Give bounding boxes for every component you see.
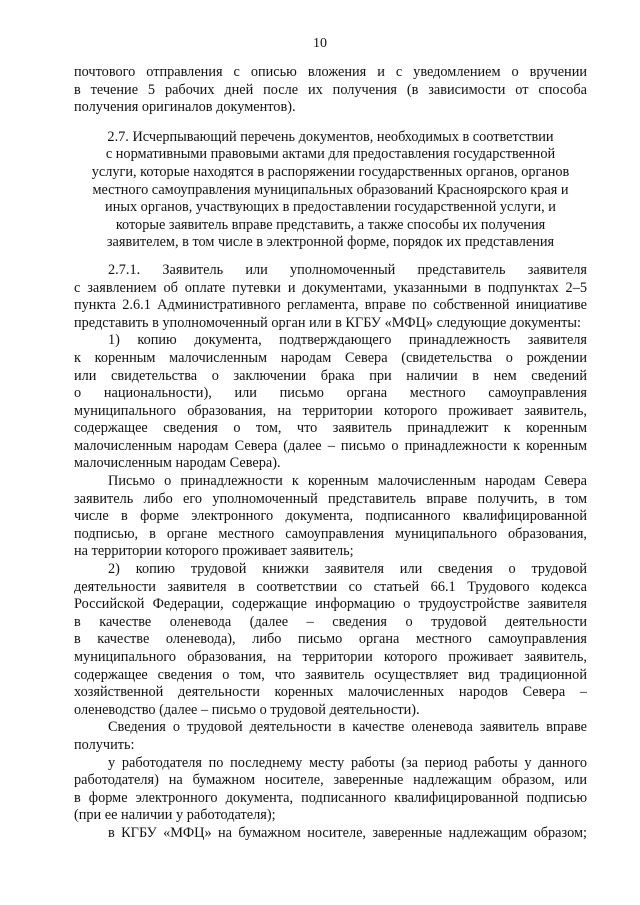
- text-line: в форме электронного документа, подписанного квалифицированной подписью: [74, 789, 587, 806]
- text-line: местного самоуправления муниципальных образований Красноярского края и: [92, 181, 569, 198]
- text-line: в качестве оленевода), либо письмо органа местного самоуправления: [74, 631, 587, 648]
- text-line: в КГБУ «МФЦ» на бумажном носителе, заверенные надлежащим образом;: [108, 824, 587, 841]
- paragraph-gap: [74, 117, 587, 129]
- text-line: Сведения о трудовой деятельности в качестве оленевода заявитель вправе: [108, 719, 587, 736]
- document-body: [74, 64, 587, 843]
- text-line: Письмо о принадлежности к коренным малочисленным народам Севера: [108, 473, 587, 490]
- text-line: почтового отправления с описью вложения и с уведомлением о вручении: [74, 64, 587, 80]
- text-line: 2.7.1. Заявитель или уполномоченный представитель заявителя: [108, 261, 587, 278]
- text-line: 1) копию документа, подтверждающего принадлежность заявителя: [108, 332, 587, 349]
- text-line: (при ее наличии у работодателя);: [74, 807, 276, 824]
- text-line: получения оригиналов документов).: [74, 99, 296, 116]
- text-line: Российской Федерации, содержащие информацию о трудоустройстве заявителя: [74, 596, 587, 613]
- text-line: в течение 5 рабочих дней после их получения (в зависимости от способа: [74, 81, 587, 98]
- text-line: 2) копию трудовой книжки заявителя или сведения о трудовой: [108, 561, 587, 578]
- text-line: муниципального образования, на территории которого проживает заявитель,: [74, 649, 587, 665]
- text-line: деятельности заявителя в соответствии со статьей 66.1 Трудового кодекса: [74, 578, 587, 595]
- text-line: малочисленным народам Севера).: [74, 455, 281, 472]
- text-line: у работодателя по последнему месту работы (за период работы у данного: [108, 754, 587, 771]
- text-line: на территории которого проживает заявитель;: [74, 543, 354, 560]
- text-line: 2.7. Исчерпывающий перечень документов, необходимых в соответствии: [107, 128, 554, 145]
- text-line: к коренным малочисленным народам Севера (свидетельства о рождении: [74, 349, 587, 366]
- text-line: которые заявитель вправе представить, а также способы их получения: [115, 216, 546, 233]
- text-line: получить:: [74, 736, 135, 753]
- text-line: с нормативными правовыми актами для предоставления государственной: [105, 146, 556, 163]
- text-line: муниципального образования, на территории которого проживает заявитель,: [74, 402, 587, 419]
- text-line: хозяйственной деятельности коренных малочисленных народов Севера –: [74, 684, 587, 701]
- text-line: с заявлением об оплате путевки и документами, указанными в подпунктах 2–5: [74, 279, 587, 296]
- page-number: 10: [313, 36, 327, 51]
- text-line: о национальности), или письмо органа местного самоуправления: [74, 385, 587, 402]
- text-line: подписью, в органе местного самоуправления муниципального образования,: [74, 525, 587, 542]
- text-line: заявитель либо его уполномоченный представитель вправе получить, в том: [74, 490, 587, 507]
- text-line: оленеводство (далее – письмо о трудовой деятельности).: [74, 701, 420, 718]
- text-line: или свидетельства о заключении брака при наличии в нем сведений: [74, 367, 587, 384]
- text-line: содержащее сведения о том, что заявитель принадлежит к коренным: [74, 420, 587, 437]
- text-line: малочисленным народам Севера (далее – письмо о принадлежности к коренным: [74, 437, 587, 454]
- text-line: работодателя) на бумажном носителе, заверенные надлежащим образом, или: [74, 772, 587, 789]
- text-line: числе в форме электронного документа, подписанного квалифицированной: [74, 508, 587, 525]
- text-line: заявителем, в том числе в электронной форме, порядок их представления: [106, 234, 555, 251]
- text-line: в качестве оленевода (далее – сведения о трудовой деятельности: [74, 613, 587, 630]
- paragraph-gap: [74, 252, 587, 262]
- text-line: содержащее сведения о том, что заявитель осуществляет вид традиционной: [74, 666, 587, 683]
- text-line: услуги, которые находятся в распоряжении государственных органов, органов: [91, 163, 570, 180]
- text-line: представить в уполномоченный орган или в КГБУ «МФЦ» следующие документы:: [74, 314, 581, 331]
- text-line: иных органов, участвующих в предоставлении государственной услуги, и: [105, 199, 556, 216]
- text-line: пункта 2.6.1 Административного регламента, вправе по собственной инициативе: [74, 297, 587, 314]
